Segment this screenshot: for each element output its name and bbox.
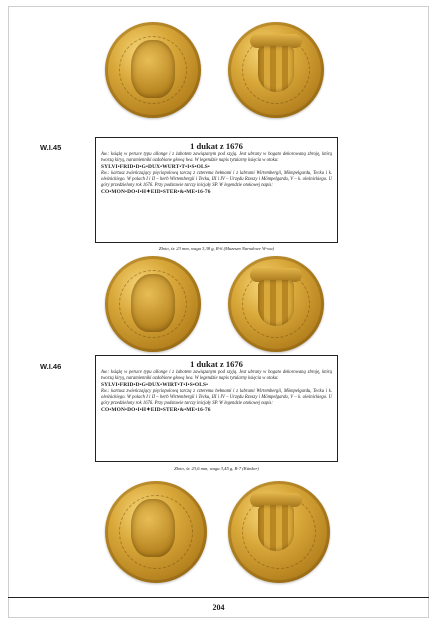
coin-obverse-image <box>105 481 207 583</box>
footer-rule <box>8 597 429 598</box>
obverse-description <box>101 370 332 382</box>
obverse-text: książę w peruce typu allonge i z żabotem zawiązanym pod szyją. Jest ubrany w bogato dekorowaną zbroję, którą tworzą kiryş, naramienniki ozdobione głową lwa. W legendzie napis tytularny księcia w otoku: <box>101 370 333 381</box>
reverse-description <box>101 171 332 189</box>
obverse-legend: SYLVI•FRID•D•G•DUX•WURT•T•I•S•OLS• <box>101 164 210 170</box>
entry-box <box>95 355 338 462</box>
entry-id: W.I.46 <box>40 362 62 371</box>
page-number: 204 <box>212 603 225 612</box>
coin-specs: Złoto, śr. 23,6 mm, waga 3,45 g, R-7 (Künker) <box>174 466 259 471</box>
entry-id: W.I.45 <box>40 143 62 152</box>
reverse-legend: CO•MON•DO•I•H✦EID•STER•&•ME•16-76 <box>101 407 211 413</box>
reverse-text: kartusz zwieńczający pięciopolową tarczą z czterema hełmami i z labrami Wirtembergii, Mömpelgardu, Tecku i k. oleśnickiego. W polach I i II – herb Wirtembergii i Tecku, III i IV – Urzędu Rzeszy i Mömpelgardu, V – k. oleśnickiego. U góry przedzielony rok 1676. Przy podstawie tarczy inicjały SP. W legendzie otokowej napis: <box>101 171 332 188</box>
reverse-text: kartusz zwieńczający pięciopolową tarczą z czterema hełmami i z labrami Wirtembergii, Mömpelgardu, Tecku i k. oleśnickiego. W polach I i II – herb Wirtembergii i Tecku, III i IV – Urzędu Rzeszy i Mömpelgardu, V – k. oleśnickiego. U góry przedzielony rok 1676. Przy podstawie tarczy inicjały SP. W legendzie otokowej napis: <box>101 389 332 406</box>
coin-obverse-image <box>105 22 201 118</box>
obverse-label: Aw.: <box>101 370 110 375</box>
reverse-legend: CO•MON•DO•I•H✦EID•STER•&•ME•16-76 <box>101 189 211 195</box>
coin-obverse-image <box>105 256 201 352</box>
coin-reverse-image <box>228 256 324 352</box>
obverse-label: Aw.: <box>101 152 110 157</box>
reverse-description <box>101 389 332 407</box>
coin-specs: Złoto, śr. 23 mm, waga 3,38 g, R-6 (Muzeum Narodowe W-wa) <box>158 246 275 251</box>
obverse-description <box>101 152 332 164</box>
obverse-text: książę w peruce typu allonge i z żabotem zawiązanym pod szyją. Jest ubrany w bogato dekorowaną zbroję, którą tworzą kiryş, naramienniki ozdobione głową lwa. W legendzie napis tytularny księcia w otoku: <box>101 152 333 163</box>
reverse-label: Rw.: <box>101 389 110 394</box>
coin-reverse-image <box>228 481 330 583</box>
entry-box <box>95 137 338 243</box>
coin-reverse-image <box>228 22 324 118</box>
obverse-legend: SYLVI•FRID•D•G•DUX•WIRT•T•I•S•OLS• <box>101 382 209 388</box>
page-frame <box>8 6 429 618</box>
reverse-label: Rw.: <box>101 171 110 176</box>
entry-title: 1 dukat z 1676 <box>190 141 243 151</box>
entry-title: 1 dukat z 1676 <box>190 359 243 369</box>
